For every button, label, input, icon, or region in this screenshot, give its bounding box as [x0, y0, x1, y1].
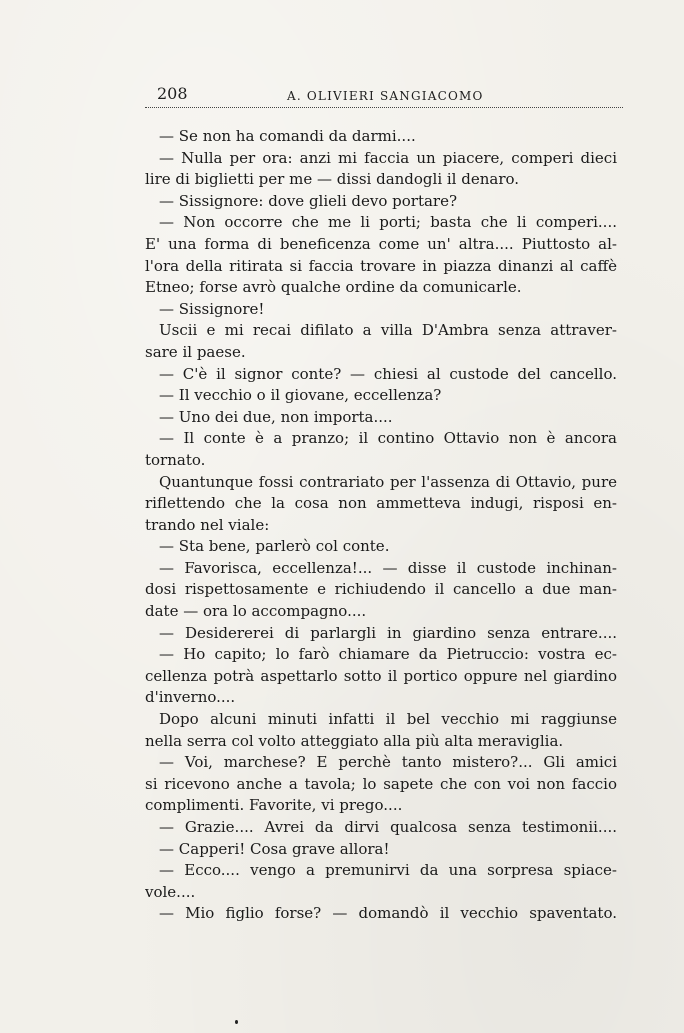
text-line: si ricevono anche a tavola; lo sapete che con voi non faccio: [145, 774, 617, 793]
text-line: — Il vecchio o il giovane, eccellenza?: [159, 386, 442, 405]
text-line: — Voi, marchese? E perchè tanto mistero?... Gli amici: [159, 753, 617, 772]
text-line: — Non occorre che me li porti; basta che li comperi....: [159, 213, 617, 232]
text-line: Etneo; forse avrò qualche ordine da comunicarle.: [145, 278, 522, 297]
text-line: tornato.: [145, 450, 206, 469]
text-line: — Sissignore: dove glieli devo portare?: [159, 191, 458, 210]
text-line: sare il paese.: [145, 342, 246, 361]
text-line: dosi rispettosamente e richiudendo il cancello a due man-: [145, 580, 617, 599]
text-line: trando nel viale:: [145, 515, 270, 534]
text-line: d'inverno....: [145, 688, 236, 707]
running-title: A. OLIVIERI SANGIACOMO: [287, 89, 484, 103]
text-line: Dopo alcuni minuti infatti il bel vecchio mi raggiunse: [159, 710, 617, 729]
header-rule: [145, 107, 623, 108]
text-line: E' una forma di beneficenza come un' altra.... Piuttosto al-: [145, 234, 617, 253]
text-line: — Desidererei di parlargli in giardino senza entrare....: [159, 623, 617, 642]
text-line: — Grazie.... Avrei da dirvi qualcosa senza testimonii....: [159, 818, 617, 836]
text-line: date — ora lo accompagno....: [145, 602, 367, 621]
text-line: vole....: [145, 882, 196, 901]
text-line: Quantunque fossi contrariato per l'assenza di Ottavio, pure: [159, 472, 617, 491]
text-line: — Sissignore!: [159, 299, 265, 318]
text-line: complimenti. Favorite, vi prego....: [145, 796, 403, 815]
text-line: Uscii e mi recai difilato a villa D'Ambra senza attraver-: [159, 321, 617, 340]
text-line: — Il conte è a pranzo; il contino Ottavio non è ancora: [159, 429, 617, 448]
text-line: cellenza potrà aspettarlo sotto il portico oppure nel giardino: [145, 666, 617, 685]
text-line: nella serra col volto atteggiato alla più alta meraviglia.: [145, 731, 564, 750]
page-number: 208: [157, 84, 188, 103]
text-line: — Sta bene, parlerò col conte.: [159, 537, 390, 556]
print-speck: [235, 1020, 238, 1024]
page-header: [145, 80, 625, 110]
text-line: — Nulla per ora: anzi mi faccia un piacere, comperi dieci: [159, 148, 617, 167]
body-text: [145, 126, 617, 925]
text-line: — Mio figlio forse? — domandò il vecchio spaventato.: [159, 904, 617, 923]
text-line: — Ho capito; lo farò chiamare da Pietruccio: vostra ec-: [159, 645, 617, 664]
text-line: l'ora della ritirata si faccia trovare in piazza dinanzi al caffè: [145, 256, 617, 275]
text-line: — Favorisca, eccellenza!... — disse il custode inchinan-: [159, 558, 617, 577]
text-line: lire di biglietti per me — dissi dandogli il denaro.: [145, 170, 520, 189]
text-line: — Se non ha comandi da darmi....: [159, 127, 416, 145]
text-line: — C'è il signor conte? — chiesi al custode del cancello.: [159, 364, 617, 383]
text-line: riflettendo che la cosa non ammetteva indugi, risposi en-: [145, 494, 617, 513]
text-line: — Uno dei due, non importa....: [159, 407, 393, 426]
text-line: — Ecco.... vengo a premunirvi da una sorpresa spiace-: [159, 861, 617, 880]
text-line: — Capperi! Cosa grave allora!: [159, 839, 390, 858]
